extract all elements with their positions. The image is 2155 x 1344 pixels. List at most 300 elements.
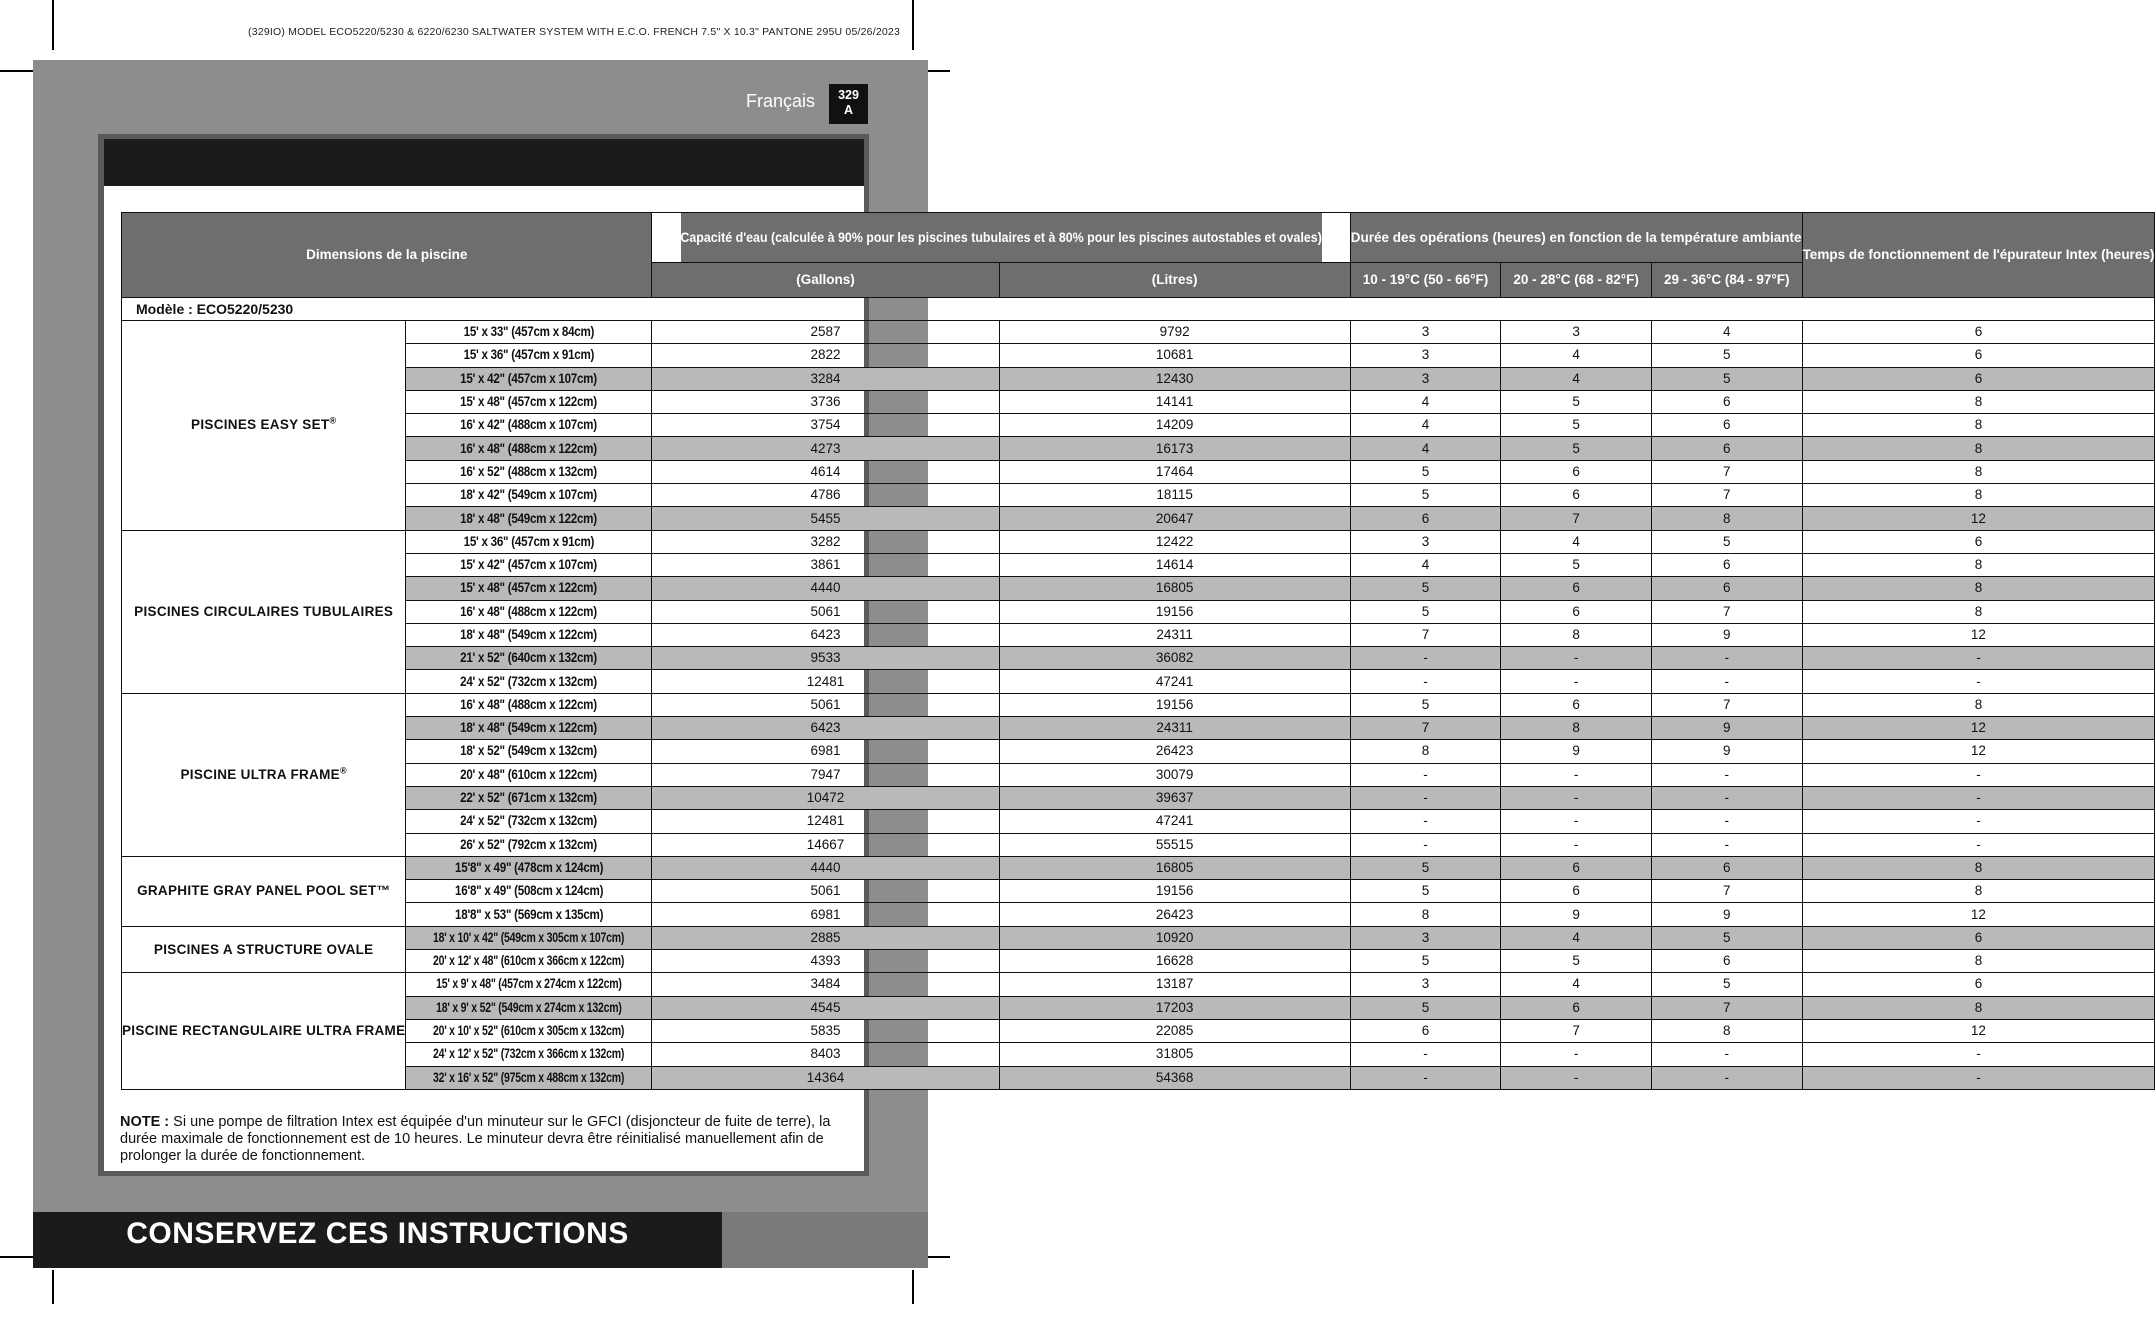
table-row	[122, 717, 2155, 740]
pool-size-cell	[406, 717, 652, 740]
temp3-hours-cell: 7	[1651, 600, 1802, 623]
table-row	[122, 390, 2155, 413]
pool-size-text: 24' x 52" (732cm x 132cm)	[460, 673, 598, 689]
table-row	[122, 810, 2155, 833]
pump-hours-cell: 8	[1802, 880, 2155, 903]
temp1-hours-cell: -	[1350, 1043, 1501, 1066]
footer-title: CONSERVEZ CES INSTRUCTIONS	[126, 1217, 629, 1250]
pool-size-cell	[406, 623, 652, 646]
litres-cell: 12430	[999, 367, 1350, 390]
table-row	[122, 414, 2155, 437]
temp2-hours-cell: 4	[1501, 973, 1652, 996]
pump-hours-cell: 6	[1802, 530, 2155, 553]
temp1-hours-cell: -	[1350, 763, 1501, 786]
temp3-hours-cell: 4	[1651, 321, 1802, 344]
temp3-hours-cell: 8	[1651, 1019, 1802, 1042]
gallons-cell: 6981	[652, 903, 999, 926]
temp1-hours-cell: -	[1350, 1066, 1501, 1089]
note	[120, 1114, 835, 1165]
gallons-cell: 3754	[652, 414, 999, 437]
temp1-hours-cell: 5	[1350, 693, 1501, 716]
litres-cell: 18115	[999, 484, 1350, 507]
temp2-hours-cell: 7	[1501, 507, 1652, 530]
litres-cell: 19156	[999, 600, 1350, 623]
temp1-hours-cell: 3	[1350, 530, 1501, 553]
litres-cell: 22085	[999, 1019, 1350, 1042]
pool-size-cell	[406, 577, 652, 600]
pool-size-text: 15' x 48" (457cm x 122cm)	[460, 394, 598, 410]
crop-mark	[52, 1270, 54, 1304]
table-row	[122, 530, 2155, 553]
table-row	[122, 437, 2155, 460]
pool-size-text: 15' x 42" (457cm x 107cm)	[460, 557, 598, 573]
pool-size-text: 15' x 9' x 48" (457cm x 274cm x 122cm)	[436, 976, 622, 992]
pool-size-cell	[406, 484, 652, 507]
pool-size-text: 24' x 52" (732cm x 132cm)	[460, 813, 598, 829]
pool-size-cell	[406, 390, 652, 413]
litres-cell: 9792	[999, 321, 1350, 344]
table-row	[122, 344, 2155, 367]
temp3-hours-cell: 6	[1651, 414, 1802, 437]
temp2-hours-cell: 6	[1501, 693, 1652, 716]
temp2-hours-cell: 5	[1501, 414, 1652, 437]
litres-cell: 47241	[999, 810, 1350, 833]
pool-size-cell	[406, 1019, 652, 1042]
pool-size-cell	[406, 740, 652, 763]
gallons-cell: 12481	[652, 670, 999, 693]
temp3-hours-cell: 6	[1651, 437, 1802, 460]
litres-cell: 16173	[999, 437, 1350, 460]
temp1-hours-cell: 3	[1350, 926, 1501, 949]
pump-hours-cell: 6	[1802, 926, 2155, 949]
temp2-hours-cell: -	[1501, 1043, 1652, 1066]
gallons-cell: 14364	[652, 1066, 999, 1089]
pool-size-cell	[406, 321, 652, 344]
gallons-cell: 5061	[652, 880, 999, 903]
temp3-hours-cell: 7	[1651, 996, 1802, 1019]
temp3-hours-cell: 5	[1651, 344, 1802, 367]
pool-size-cell	[406, 670, 652, 693]
litres-cell: 47241	[999, 670, 1350, 693]
gallons-cell: 2587	[652, 321, 999, 344]
table-row	[122, 1066, 2155, 1089]
temp2-hours-cell: -	[1501, 833, 1652, 856]
pool-group-label: PISCINE RECTANGULAIRE ULTRA FRAME	[122, 973, 406, 1089]
pool-group-label: GRAPHITE GRAY PANEL POOL SET™	[122, 856, 406, 926]
pool-size-cell	[406, 856, 652, 879]
pool-size-text: 26' x 52" (792cm x 132cm)	[460, 836, 598, 852]
temp2-hours-cell: 5	[1501, 950, 1652, 973]
litres-cell: 16628	[999, 950, 1350, 973]
temp1-hours-cell: -	[1350, 670, 1501, 693]
temp1-hours-cell: 5	[1350, 484, 1501, 507]
pool-size-cell	[406, 973, 652, 996]
pump-hours-cell: 8	[1802, 484, 2155, 507]
temp3-hours-cell: 9	[1651, 740, 1802, 763]
pool-size-text: 18' x 42" (549cm x 107cm)	[460, 487, 598, 503]
pool-size-cell	[406, 763, 652, 786]
temp3-hours-cell: -	[1651, 670, 1802, 693]
table-row	[122, 973, 2155, 996]
litres-cell: 55515	[999, 833, 1350, 856]
pool-spec-table	[121, 212, 2155, 1090]
pool-size-cell	[406, 367, 652, 390]
gallons-cell: 5455	[652, 507, 999, 530]
table-row	[122, 856, 2155, 879]
temp2-hours-cell: 5	[1501, 553, 1652, 576]
pump-hours-cell: 8	[1802, 414, 2155, 437]
pump-hours-cell: 6	[1802, 344, 2155, 367]
temp2-hours-cell: 6	[1501, 484, 1652, 507]
temp1-hours-cell: 4	[1350, 414, 1501, 437]
pump-hours-cell: 12	[1802, 507, 2155, 530]
temp2-hours-cell: 4	[1501, 530, 1652, 553]
page-number: 329	[838, 88, 859, 102]
table-row	[122, 321, 2155, 344]
gallons-cell: 2822	[652, 344, 999, 367]
pool-size-text: 15' x 33" (457cm x 84cm)	[463, 324, 595, 340]
pool-size-cell	[406, 414, 652, 437]
temp3-hours-cell: 7	[1651, 880, 1802, 903]
crop-mark	[52, 0, 54, 50]
litres-cell: 19156	[999, 693, 1350, 716]
pump-hours-cell: -	[1802, 1066, 2155, 1089]
table-row	[122, 460, 2155, 483]
pool-size-text: 16' x 52" (488cm x 132cm)	[460, 463, 598, 479]
pool-size-text: 18' x 10' x 42" (549cm x 305cm x 107cm)	[433, 929, 625, 945]
temp3-hours-cell: 7	[1651, 484, 1802, 507]
table-row	[122, 1019, 2155, 1042]
pump-hours-cell: 6	[1802, 973, 2155, 996]
pool-size-text: 16' x 48" (488cm x 122cm)	[460, 440, 598, 456]
pool-size-text: 18' x 48" (549cm x 122cm)	[460, 510, 598, 526]
gallons-cell: 9533	[652, 647, 999, 670]
header-capacity: Capacité d'eau (calculée à 90% pour les piscines tubulaires et à 80% pour les piscines autostables et ovales)	[680, 213, 1322, 263]
table-row	[122, 880, 2155, 903]
litres-cell: 24311	[999, 717, 1350, 740]
pump-hours-cell: 6	[1802, 321, 2155, 344]
litres-cell: 17464	[999, 460, 1350, 483]
temp2-hours-cell: 8	[1501, 623, 1652, 646]
pump-hours-cell: 8	[1802, 693, 2155, 716]
pump-hours-cell: 8	[1802, 856, 2155, 879]
table-row	[122, 600, 2155, 623]
page-letter: A	[843, 103, 854, 117]
litres-cell: 14614	[999, 553, 1350, 576]
temp1-hours-cell: 3	[1350, 344, 1501, 367]
gallons-cell: 10472	[652, 786, 999, 809]
pool-size-cell	[406, 1043, 652, 1066]
gallons-cell: 6981	[652, 740, 999, 763]
pool-size-text: 16' x 42" (488cm x 107cm)	[460, 417, 598, 433]
gallons-cell: 7947	[652, 763, 999, 786]
temp3-hours-cell: -	[1651, 1066, 1802, 1089]
temp2-hours-cell: -	[1501, 647, 1652, 670]
table-row	[122, 367, 2155, 390]
pool-size-text: 24' x 12' x 52" (732cm x 366cm x 132cm)	[433, 1046, 625, 1062]
temp2-hours-cell: -	[1501, 1066, 1652, 1089]
note-text: Si une pompe de filtration Intex est équipée d'un minuteur sur le GFCI (disjoncteur de fuite de terre), la durée maximale de fonctionnement est de 10 heures. Le minuteur devra être réinitialisé manuellement afin de prolonger la durée de fonctionnement.	[120, 1114, 831, 1164]
temp1-hours-cell: 5	[1350, 950, 1501, 973]
pool-size-cell	[406, 950, 652, 973]
pump-hours-cell: 8	[1802, 437, 2155, 460]
language-label: Français	[745, 91, 815, 111]
pool-size-cell	[406, 903, 652, 926]
table-row	[122, 833, 2155, 856]
temp2-hours-cell: 7	[1501, 1019, 1652, 1042]
header-litres: (Litres)	[999, 263, 1350, 298]
pool-size-text: 16'8" x 49" (508cm x 124cm)	[454, 883, 604, 899]
table-row	[122, 577, 2155, 600]
temp2-hours-cell: -	[1501, 786, 1652, 809]
temp1-hours-cell: 6	[1350, 507, 1501, 530]
table-row	[122, 507, 2155, 530]
gallons-cell: 8403	[652, 1043, 999, 1066]
temp2-hours-cell: 3	[1501, 321, 1652, 344]
footer-accent	[722, 1212, 928, 1268]
pump-hours-cell: -	[1802, 786, 2155, 809]
temp2-hours-cell: -	[1501, 670, 1652, 693]
litres-cell: 17203	[999, 996, 1350, 1019]
temp1-hours-cell: 5	[1350, 600, 1501, 623]
temp3-hours-cell: 9	[1651, 623, 1802, 646]
table-row	[122, 786, 2155, 809]
model-label: Modèle : ECO5220/5230	[122, 298, 2155, 321]
table-row	[122, 950, 2155, 973]
litres-cell: 12422	[999, 530, 1350, 553]
header-temp-1: 10 - 19°C (50 - 66°F)	[1350, 263, 1501, 298]
gallons-cell: 5061	[652, 600, 999, 623]
pool-size-text: 18' x 48" (549cm x 122cm)	[460, 627, 598, 642]
table-row	[122, 693, 2155, 716]
temp3-hours-cell: 5	[1651, 367, 1802, 390]
pump-hours-cell: 8	[1802, 996, 2155, 1019]
pool-size-cell	[406, 460, 652, 483]
gallons-cell: 3282	[652, 530, 999, 553]
litres-cell: 39637	[999, 786, 1350, 809]
temp2-hours-cell: 8	[1501, 717, 1652, 740]
pool-size-text: 20' x 48" (610cm x 122cm)	[460, 766, 598, 782]
pool-size-cell	[406, 880, 652, 903]
temp3-hours-cell: 6	[1651, 553, 1802, 576]
header-dimensions: Dimensions de la piscine	[122, 213, 652, 298]
pump-hours-cell: -	[1802, 833, 2155, 856]
litres-cell: 24311	[999, 623, 1350, 646]
header-pump-time: Temps de fonctionnement de l'épurateur Intex (heures)	[1802, 213, 2155, 298]
pool-size-text: 15'8" x 49" (478cm x 124cm)	[454, 859, 604, 875]
pump-hours-cell: 8	[1802, 390, 2155, 413]
temp1-hours-cell: 3	[1350, 367, 1501, 390]
pool-size-cell	[406, 810, 652, 833]
pool-size-cell	[406, 1066, 652, 1089]
pool-group-label: PISCINE ULTRA FRAME®	[122, 693, 406, 856]
litres-cell: 14141	[999, 390, 1350, 413]
table-row	[122, 1043, 2155, 1066]
content-panel	[104, 139, 2155, 1171]
litres-cell: 14209	[999, 414, 1350, 437]
temp3-hours-cell: -	[1651, 647, 1802, 670]
litres-cell: 10920	[999, 926, 1350, 949]
table-row	[122, 926, 2155, 949]
litres-cell: 36082	[999, 647, 1350, 670]
temp2-hours-cell: 4	[1501, 926, 1652, 949]
temp1-hours-cell: 8	[1350, 740, 1501, 763]
temp1-hours-cell: -	[1350, 786, 1501, 809]
temp3-hours-cell: 5	[1651, 926, 1802, 949]
temp3-hours-cell: -	[1651, 1043, 1802, 1066]
header-temp-3: 29 - 36°C (84 - 97°F)	[1651, 263, 1802, 298]
pool-size-text: 32' x 16' x 52" (975cm x 488cm x 132cm)	[433, 1069, 625, 1085]
gallons-cell: 4614	[652, 460, 999, 483]
pool-size-cell	[406, 530, 652, 553]
pool-size-cell	[406, 437, 652, 460]
pool-size-cell	[406, 996, 652, 1019]
temp3-hours-cell: 6	[1651, 577, 1802, 600]
pump-hours-cell: -	[1802, 763, 2155, 786]
litres-cell: 19156	[999, 880, 1350, 903]
table-row	[122, 647, 2155, 670]
gallons-cell: 4440	[652, 577, 999, 600]
temp1-hours-cell: -	[1350, 833, 1501, 856]
temp2-hours-cell: 9	[1501, 740, 1652, 763]
pool-size-cell	[406, 507, 652, 530]
header-gallons: (Gallons)	[652, 263, 999, 298]
litres-cell: 16805	[999, 856, 1350, 879]
temp2-hours-cell: 6	[1501, 856, 1652, 879]
pool-size-cell	[406, 786, 652, 809]
temp3-hours-cell: 5	[1651, 973, 1802, 996]
pool-size-cell	[406, 833, 652, 856]
pump-hours-cell: 8	[1802, 577, 2155, 600]
temp2-hours-cell: 6	[1501, 996, 1652, 1019]
pump-hours-cell: -	[1802, 647, 2155, 670]
temp1-hours-cell: 4	[1350, 437, 1501, 460]
temp3-hours-cell: 6	[1651, 856, 1802, 879]
pool-size-text: 15' x 36" (457cm x 91cm)	[463, 347, 595, 363]
pool-size-text: 18'8" x 53" (569cm x 135cm)	[454, 906, 604, 922]
pump-hours-cell: -	[1802, 1043, 2155, 1066]
gallons-cell: 5061	[652, 693, 999, 716]
pool-group-label: PISCINES CIRCULAIRES TUBULAIRES	[122, 530, 406, 693]
temp1-hours-cell: 7	[1350, 623, 1501, 646]
print-header: (329IO) MODEL ECO5220/5230 & 6220/6230 SALTWATER SYSTEM WITH E.C.O. FRENCH 7.5" X 10.3" PANTONE 295U 05/26/2023	[248, 26, 900, 38]
pool-size-text: 15' x 36" (457cm x 91cm)	[463, 533, 595, 549]
pump-hours-cell: 12	[1802, 623, 2155, 646]
pump-hours-cell: 12	[1802, 903, 2155, 926]
temp2-hours-cell: -	[1501, 810, 1652, 833]
gallons-cell: 3736	[652, 390, 999, 413]
temp3-hours-cell: 9	[1651, 903, 1802, 926]
pool-size-text: 18' x 48" (549cm x 122cm)	[460, 720, 598, 736]
gallons-cell: 5835	[652, 1019, 999, 1042]
litres-cell: 26423	[999, 740, 1350, 763]
pool-size-text: 16' x 48" (488cm x 122cm)	[460, 696, 598, 712]
table-row	[122, 553, 2155, 576]
gallons-cell: 4273	[652, 437, 999, 460]
temp3-hours-cell: -	[1651, 810, 1802, 833]
pump-hours-cell: 8	[1802, 950, 2155, 973]
temp3-hours-cell: 7	[1651, 460, 1802, 483]
temp3-hours-cell: 8	[1651, 507, 1802, 530]
temp1-hours-cell: 5	[1350, 996, 1501, 1019]
litres-cell: 31805	[999, 1043, 1350, 1066]
gallons-cell: 3861	[652, 553, 999, 576]
table-row	[122, 484, 2155, 507]
pool-size-text: 18' x 52" (549cm x 132cm)	[460, 743, 598, 759]
temp1-hours-cell: 4	[1350, 390, 1501, 413]
crop-mark	[912, 1270, 914, 1304]
gallons-cell: 6423	[652, 623, 999, 646]
temp3-hours-cell: -	[1651, 786, 1802, 809]
litres-cell: 10681	[999, 344, 1350, 367]
gallons-cell: 12481	[652, 810, 999, 833]
temp3-hours-cell: 9	[1651, 717, 1802, 740]
pump-hours-cell: 12	[1802, 717, 2155, 740]
pump-hours-cell: 8	[1802, 553, 2155, 576]
temp2-hours-cell: 6	[1501, 460, 1652, 483]
pump-hours-cell: -	[1802, 670, 2155, 693]
pump-hours-cell: 8	[1802, 600, 2155, 623]
temp2-hours-cell: 6	[1501, 880, 1652, 903]
temp1-hours-cell: 5	[1350, 460, 1501, 483]
gallons-cell: 4440	[652, 856, 999, 879]
temp2-hours-cell: 4	[1501, 344, 1652, 367]
litres-cell: 16805	[999, 577, 1350, 600]
temp3-hours-cell: 5	[1651, 530, 1802, 553]
pool-size-text: 16' x 48" (488cm x 122cm)	[460, 603, 598, 619]
gallons-cell: 3484	[652, 973, 999, 996]
temp1-hours-cell: 5	[1350, 880, 1501, 903]
temp2-hours-cell: 6	[1501, 577, 1652, 600]
temp1-hours-cell: 6	[1350, 1019, 1501, 1042]
temp3-hours-cell: 6	[1651, 390, 1802, 413]
pool-size-cell	[406, 926, 652, 949]
temp2-hours-cell: 4	[1501, 367, 1652, 390]
temp3-hours-cell: -	[1651, 763, 1802, 786]
table-row	[122, 763, 2155, 786]
pump-hours-cell: 8	[1802, 460, 2155, 483]
temp1-hours-cell: 5	[1350, 856, 1501, 879]
temp1-hours-cell: 4	[1350, 553, 1501, 576]
table-row	[122, 623, 2155, 646]
temp2-hours-cell: 6	[1501, 600, 1652, 623]
temp1-hours-cell: 3	[1350, 973, 1501, 996]
litres-cell: 13187	[999, 973, 1350, 996]
header-duration: Durée des opérations (heures) en fonction de la température ambiante	[1350, 213, 1802, 263]
temp3-hours-cell: -	[1651, 833, 1802, 856]
temp3-hours-cell: 7	[1651, 693, 1802, 716]
pump-hours-cell: 12	[1802, 1019, 2155, 1042]
table-row	[122, 996, 2155, 1019]
gallons-cell: 2885	[652, 926, 999, 949]
pool-size-cell	[406, 600, 652, 623]
gallons-cell: 14667	[652, 833, 999, 856]
pool-size-cell	[406, 647, 652, 670]
pool-size-cell	[406, 553, 652, 576]
table-row	[122, 670, 2155, 693]
pump-hours-cell: 6	[1802, 367, 2155, 390]
table-row	[122, 903, 2155, 926]
temp1-hours-cell: -	[1350, 810, 1501, 833]
page-number-box	[829, 84, 868, 124]
pool-size-text: 22' x 52" (671cm x 132cm)	[460, 790, 598, 806]
pool-size-cell	[406, 344, 652, 367]
temp2-hours-cell: 5	[1501, 437, 1652, 460]
gallons-cell: 6423	[652, 717, 999, 740]
temp1-hours-cell: -	[1350, 647, 1501, 670]
pool-size-text: 18' x 9' x 52" (549cm x 274cm x 132cm)	[436, 999, 622, 1015]
temp2-hours-cell: 5	[1501, 390, 1652, 413]
